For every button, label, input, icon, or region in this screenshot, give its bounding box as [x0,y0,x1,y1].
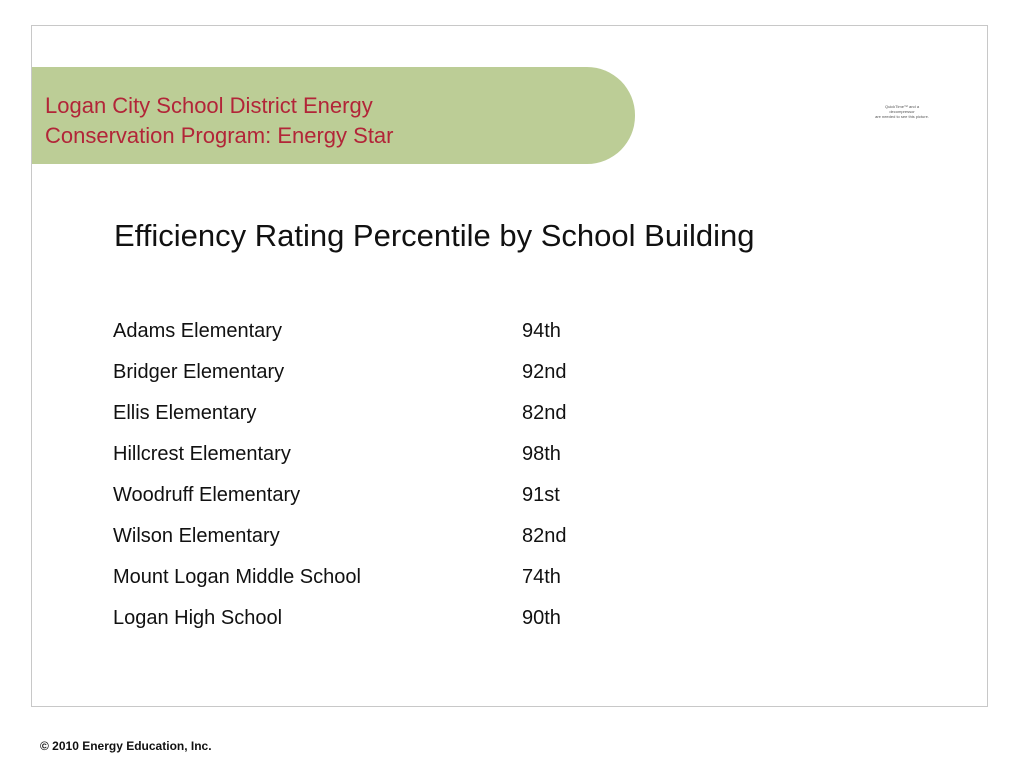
school-name: Logan High School [113,607,283,629]
quicktime-placeholder-line-3: are needed to see this picture. [875,114,929,119]
school-name: Adams Elementary [113,320,282,342]
rating-table [113,311,567,639]
percentile-value: 94th [522,320,561,342]
table-row [113,434,567,475]
table-row [113,311,567,352]
percentile-value: 91st [522,484,560,506]
quicktime-placeholder [862,104,942,119]
quicktime-placeholder-line-1: QuickTime™ and a [884,104,920,109]
school-name: Ellis Elementary [113,402,257,424]
percentile-value: 90th [522,607,561,629]
percentile-value: 74th [522,566,561,588]
percentile-value: 98th [522,443,561,465]
table-row [113,598,567,639]
school-name: Woodruff Elementary [113,484,301,506]
table-row [113,516,567,557]
slide-subtitle: Efficiency Rating Percentile by School Building [114,218,755,253]
copyright-footer: © 2010 Energy Education, Inc. [40,739,212,753]
percentile-value: 82nd [522,525,567,547]
slide-title-line-2: Conservation Program: Energy Star [45,123,394,148]
table-row [113,352,567,393]
percentile-value: 92nd [522,361,567,383]
table-row [113,557,567,598]
slide-title-line-1: Logan City School District Energy [45,93,373,118]
school-name: Hillcrest Elementary [113,443,291,465]
table-row [113,475,567,516]
school-name: Bridger Elementary [113,361,285,383]
table-row [113,393,567,434]
school-name: Wilson Elementary [113,525,280,547]
school-name: Mount Logan Middle School [113,566,361,588]
percentile-value: 82nd [522,402,567,424]
slide-title [45,91,394,151]
quicktime-placeholder-line-2: decompressor [889,109,915,114]
